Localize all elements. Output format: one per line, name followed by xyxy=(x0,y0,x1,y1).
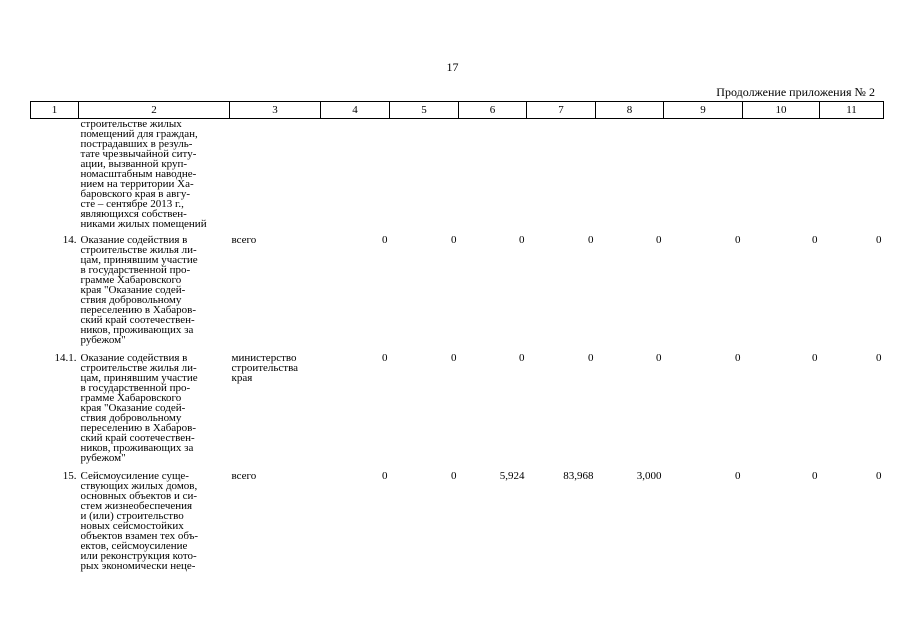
row-number: 15. xyxy=(62,470,77,482)
header-col-5: 5 xyxy=(390,102,459,119)
table-row xyxy=(31,229,884,345)
table-row xyxy=(31,345,884,463)
header-col-4: 4 xyxy=(321,102,390,119)
row-value: 0 xyxy=(519,352,525,364)
row-executor: министерство строительства края xyxy=(231,352,299,384)
row-value: 0 xyxy=(812,470,818,482)
row-value xyxy=(527,119,596,230)
row-value: 0 xyxy=(812,352,818,364)
row-value: 0 xyxy=(656,234,662,246)
row-name: строительстве жилых помещений для граждан, пострадавших в резуль- тате чрезвычайной ситу- ации, вызванной круп- номасштабным наводне- нием на территории Ха- баровского края в авгу- сте – сентябре 2013 г., являющихся собствен- никами жилых помещений xyxy=(80,118,207,230)
row-name: Оказание содействия в строительстве жилья ли- цам, принявшим участие в государственной про- грамме Хабаровского края "Оказание содей- ствия добровольному переселению в Хабаров- ский край соотечествен- ников, проживающих за рубежом" xyxy=(80,234,198,346)
row-value: 0 xyxy=(735,234,741,246)
row-name: Сейсмоусиление суще- ствующих жилых домов, основных объектов и си- стем жизнеобеспечения и (или) строительство новых сейсмостойких объектов взамен тех объ- ектов, сейсмоусиление или реконструкция кото- рых экономически неце- xyxy=(80,470,199,572)
row-value xyxy=(459,119,527,230)
header-row xyxy=(31,102,884,119)
row-number: 14. xyxy=(62,234,77,246)
continuation-label: Продолжение приложения № 2 xyxy=(716,85,875,99)
row-value: 0 xyxy=(382,234,388,246)
header-col-11: 11 xyxy=(820,102,884,119)
row-value xyxy=(743,119,820,230)
row-value: 0 xyxy=(588,352,594,364)
appendix-table xyxy=(30,101,884,571)
row-number xyxy=(31,119,79,230)
row-value: 0 xyxy=(519,234,525,246)
header-col-2: 2 xyxy=(79,102,230,119)
row-value: 0 xyxy=(656,352,662,364)
table-row xyxy=(31,119,884,230)
row-value xyxy=(321,119,390,230)
row-value: 0 xyxy=(382,470,388,482)
row-value: 0 xyxy=(382,352,388,364)
row-value: 0 xyxy=(876,470,882,482)
row-value xyxy=(390,119,459,230)
header-col-8: 8 xyxy=(596,102,664,119)
row-value: 0 xyxy=(451,234,457,246)
row-value: 0 xyxy=(876,234,882,246)
header-col-3: 3 xyxy=(230,102,321,119)
row-value: 3,000 xyxy=(636,470,662,482)
row-value: 0 xyxy=(588,234,594,246)
row-value: 5,924 xyxy=(499,470,525,482)
row-value: 83,968 xyxy=(563,470,594,482)
header-col-6: 6 xyxy=(459,102,527,119)
row-value: 0 xyxy=(876,352,882,364)
row-value xyxy=(596,119,664,230)
row-executor: всего xyxy=(231,234,257,246)
header-col-10: 10 xyxy=(743,102,820,119)
row-value: 0 xyxy=(451,352,457,364)
header-col-7: 7 xyxy=(527,102,596,119)
row-value: 0 xyxy=(735,352,741,364)
row-value xyxy=(820,119,884,230)
header-col-1: 1 xyxy=(31,102,79,119)
table-row xyxy=(31,463,884,571)
row-number: 14.1. xyxy=(54,352,77,364)
page-number: 17 xyxy=(446,60,459,74)
row-name: Оказание содействия в строительстве жилья ли- цам, принявшим участие в государственной про- грамме Хабаровского края "Оказание содей- ствия добровольному переселению в Хабаров- ский край соотечествен- ников, проживающих за рубежом" xyxy=(80,352,198,464)
header-col-9: 9 xyxy=(664,102,743,119)
row-value xyxy=(664,119,743,230)
row-executor: всего xyxy=(231,470,257,482)
row-value: 0 xyxy=(812,234,818,246)
row-value: 0 xyxy=(451,470,457,482)
row-value: 0 xyxy=(735,470,741,482)
